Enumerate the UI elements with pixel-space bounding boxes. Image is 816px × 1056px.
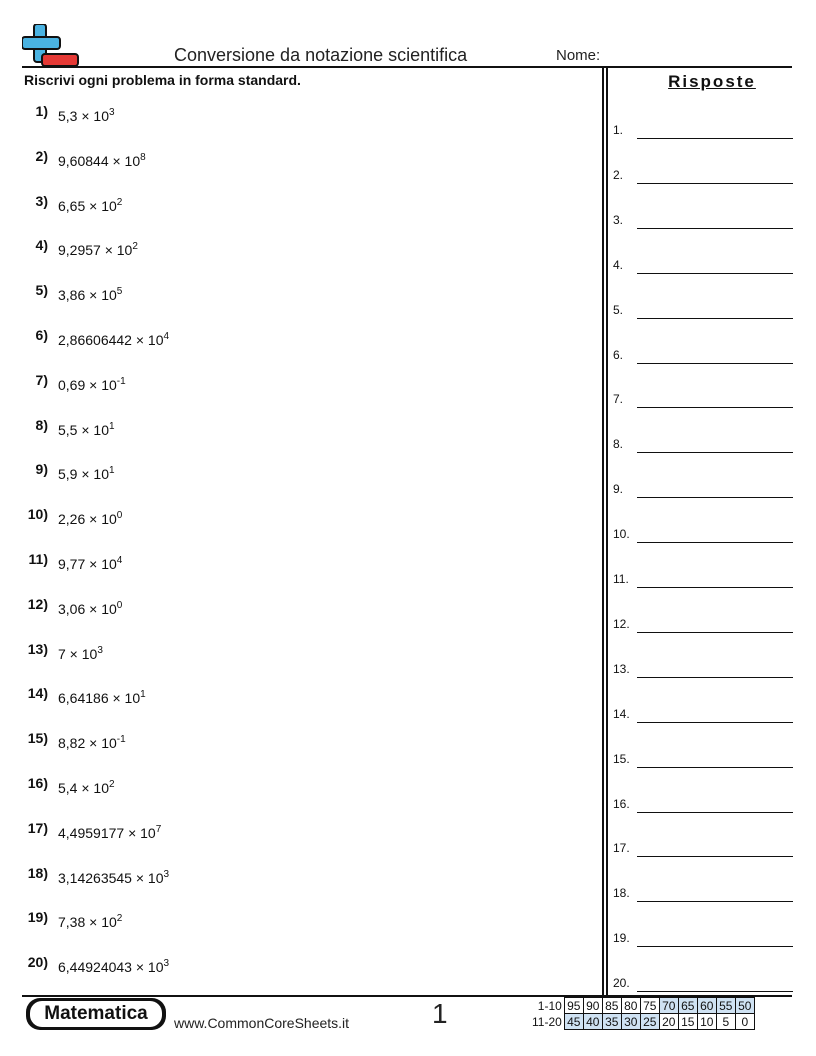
- problem-expression: [58, 197, 122, 214]
- answer-line[interactable]: [637, 991, 793, 992]
- problem-mantissa: 2,26 × 10: [58, 511, 117, 528]
- answer-line[interactable]: [637, 587, 793, 588]
- problem-mantissa: 3,14263545 × 10: [58, 869, 164, 886]
- problem-expression: [58, 600, 122, 617]
- score-cell: 90: [583, 998, 602, 1014]
- problem-mantissa: 7,38 × 10: [58, 914, 117, 931]
- score-row: [530, 998, 754, 1014]
- answers-title: Risposte: [668, 72, 756, 91]
- problem-number: 18): [27, 864, 48, 881]
- answer-number: 11.: [613, 572, 629, 586]
- score-cell: 25: [640, 1014, 659, 1030]
- answer-line[interactable]: [637, 138, 793, 139]
- problem-exponent: 3: [163, 868, 170, 880]
- answer-line[interactable]: [637, 901, 793, 902]
- answer-line[interactable]: [637, 767, 793, 768]
- score-cell: 75: [640, 998, 659, 1014]
- answer-slot[interactable]: [613, 168, 793, 184]
- score-table: [530, 997, 755, 1030]
- problem-mantissa: 5,3 × 10: [58, 108, 109, 124]
- answer-number: 18.: [613, 886, 630, 901]
- answer-line[interactable]: [637, 318, 793, 319]
- score-row-label: 11-20: [532, 1014, 562, 1029]
- score-cell: 95: [564, 998, 583, 1014]
- answer-slot[interactable]: [613, 662, 793, 678]
- answer-slot[interactable]: [613, 392, 793, 408]
- problem-number: 4): [35, 237, 48, 254]
- problem-exponent: 0: [116, 510, 123, 522]
- answer-line[interactable]: [637, 812, 793, 813]
- problem-number: 20): [27, 954, 48, 971]
- score-cell: 10: [697, 1014, 716, 1030]
- answer-number: 12.: [613, 616, 630, 631]
- score-row-label: 1-10: [537, 998, 562, 1013]
- score-cell: 5: [716, 1014, 735, 1030]
- answer-slot[interactable]: [613, 797, 793, 813]
- problem-number: 3): [35, 192, 48, 209]
- score-cell: 70: [659, 998, 678, 1014]
- problem-expression: [58, 331, 169, 348]
- problem-exponent: 3: [163, 958, 170, 970]
- answer-slot[interactable]: [613, 931, 793, 947]
- answer-slot[interactable]: [613, 437, 793, 453]
- score-cell: 0: [735, 1014, 754, 1030]
- answer-slot[interactable]: [613, 348, 793, 364]
- answer-number: 4.: [613, 257, 624, 272]
- site-url: www.CommonCoreSheets.it: [174, 1015, 350, 1031]
- answer-number: 8.: [613, 437, 624, 452]
- answer-number: 1.: [613, 123, 624, 137]
- problem-number: 15): [27, 730, 48, 747]
- problem-mantissa: 0,69 × 10: [58, 376, 117, 393]
- problem-number: 1): [35, 103, 48, 119]
- problem-exponent: 7: [155, 823, 162, 835]
- problem-mantissa: 8,82 × 10: [58, 735, 117, 752]
- problem-exponent: 1: [109, 465, 115, 477]
- problem-exponent: 1: [109, 420, 115, 432]
- answer-number: 3.: [613, 212, 624, 227]
- problem-number: 16): [27, 775, 48, 791]
- answer-line[interactable]: [637, 856, 793, 857]
- score-cell: 45: [564, 1014, 583, 1030]
- answer-number: 13.: [613, 661, 630, 676]
- answer-slot[interactable]: [613, 482, 793, 498]
- problem-number: 17): [27, 819, 48, 836]
- score-cell: 65: [678, 998, 697, 1014]
- problem-expression: [58, 958, 169, 975]
- answer-line[interactable]: [637, 542, 793, 543]
- header-divider: [22, 66, 792, 68]
- page-title: Conversione da notazione scientifica: [174, 45, 468, 65]
- column-divider-right: [606, 68, 608, 996]
- problem-number: 9): [35, 461, 48, 478]
- problem-mantissa: 2,86606442 × 10: [58, 332, 164, 348]
- problem-mantissa: 5,9 × 10: [58, 466, 109, 483]
- problem-exponent: 2: [132, 241, 138, 253]
- answer-slot[interactable]: [613, 841, 793, 857]
- answer-slot[interactable]: [613, 303, 793, 319]
- score-cell: 40: [583, 1014, 602, 1030]
- score-cell: 55: [716, 998, 735, 1014]
- answer-line[interactable]: [637, 677, 793, 678]
- answer-line[interactable]: [637, 946, 793, 947]
- answer-line[interactable]: [637, 722, 793, 723]
- answer-slot[interactable]: [613, 752, 793, 768]
- problem-expression: [58, 510, 122, 527]
- problem-expression: [58, 824, 161, 841]
- answer-number: 15.: [613, 751, 630, 766]
- problem-number: 19): [27, 909, 48, 926]
- problem-number: 5): [35, 282, 48, 299]
- problem-exponent: 5: [116, 286, 123, 298]
- problem-mantissa: 3,86 × 10: [58, 287, 117, 304]
- problem-exponent: 4: [116, 555, 123, 566]
- answer-line[interactable]: [637, 228, 793, 229]
- problem-expression: [58, 152, 146, 169]
- problem-mantissa: 9,77 × 10: [58, 556, 117, 572]
- plus-minus-logo-icon: [22, 24, 80, 68]
- answer-slot[interactable]: [613, 213, 793, 229]
- problem-expression: [58, 241, 138, 258]
- problem-exponent: 2: [116, 913, 123, 925]
- problem-number: 14): [27, 685, 48, 702]
- answer-number: 16.: [613, 796, 630, 811]
- problem-mantissa: 9,60844 × 10: [58, 152, 141, 169]
- score-cell: 35: [602, 1014, 621, 1030]
- problem-exponent: 2: [109, 779, 115, 790]
- instructions: Riscrivi ogni problema in forma standard.: [24, 72, 301, 88]
- problem-number: 12): [27, 595, 48, 612]
- answer-slot[interactable]: [613, 527, 793, 543]
- problem-expression: [58, 913, 122, 930]
- answer-number: 9.: [613, 482, 624, 497]
- brand-label: Matematica: [30, 1001, 162, 1027]
- column-divider-left: [602, 68, 604, 996]
- score-row: [530, 1014, 754, 1030]
- problem-expression: [58, 286, 122, 303]
- problem-mantissa: 4,4959177 × 10: [58, 824, 156, 841]
- problem-expression: [58, 645, 103, 662]
- problem-mantissa: 9,2957 × 10: [58, 242, 133, 259]
- score-cell: 20: [659, 1014, 678, 1030]
- answer-slot[interactable]: [613, 617, 793, 633]
- brand-badge: [26, 998, 166, 1030]
- problem-expression: [58, 555, 122, 572]
- answer-line[interactable]: [637, 407, 793, 408]
- answer-slot[interactable]: [613, 123, 793, 139]
- answer-slot[interactable]: [613, 572, 793, 588]
- problem-expression: [58, 779, 115, 796]
- answer-line[interactable]: [637, 632, 793, 633]
- answer-slot[interactable]: [613, 707, 793, 723]
- answer-number: 7.: [613, 392, 624, 407]
- answer-number: 10.: [613, 527, 630, 542]
- problem-exponent: 0: [116, 599, 123, 611]
- answer-number: 17.: [613, 841, 630, 856]
- problem-expression: [58, 734, 126, 751]
- score-cell: 15: [678, 1014, 697, 1030]
- answer-line[interactable]: [637, 452, 793, 453]
- answer-number: 19.: [613, 931, 630, 946]
- answer-slot[interactable]: [613, 886, 793, 902]
- problem-number: 2): [35, 147, 48, 164]
- score-cell: 60: [697, 998, 716, 1014]
- name-label: Nome:: [556, 47, 601, 64]
- answer-number: 14.: [613, 706, 630, 721]
- score-cell: 30: [621, 1014, 640, 1030]
- problem-number: 11): [28, 551, 48, 567]
- problem-mantissa: 3,06 × 10: [58, 600, 117, 617]
- score-cell: 85: [602, 998, 621, 1014]
- problem-exponent: 3: [97, 644, 103, 656]
- answer-number: 2.: [613, 167, 624, 182]
- problem-mantissa: 6,44924043 × 10: [58, 959, 164, 976]
- problem-exponent: 1: [140, 689, 146, 701]
- score-cell: 80: [621, 998, 640, 1014]
- score-cell: 50: [735, 998, 754, 1014]
- answer-number: 6.: [613, 347, 624, 362]
- answer-slot[interactable]: [613, 976, 793, 992]
- problem-mantissa: 5,5 × 10: [58, 421, 109, 438]
- problem-exponent: 4: [163, 331, 170, 342]
- problem-number: 13): [27, 640, 48, 657]
- answer-number: 20.: [613, 976, 630, 991]
- answer-line[interactable]: [637, 183, 793, 184]
- problem-number: 7): [35, 371, 48, 388]
- problem-exponent: 3: [109, 107, 115, 118]
- problem-exponent: 8: [140, 151, 146, 163]
- problem-mantissa: 5,4 × 10: [58, 780, 109, 796]
- problem-number: 10): [27, 506, 48, 523]
- problem-number: 6): [35, 327, 48, 343]
- problem-expression: [58, 107, 115, 124]
- problem-mantissa: 7 × 10: [58, 645, 98, 662]
- problem-exponent: 2: [116, 196, 123, 208]
- problem-exponent: -1: [116, 375, 126, 387]
- problem-expression: [58, 421, 115, 438]
- problem-expression: [58, 376, 126, 393]
- problem-exponent: -1: [116, 734, 126, 746]
- answer-number: 5.: [613, 302, 624, 317]
- answer-line[interactable]: [637, 497, 793, 498]
- page-number: 1: [432, 998, 448, 1029]
- problem-mantissa: 6,65 × 10: [58, 197, 117, 214]
- answer-line[interactable]: [637, 363, 793, 364]
- answer-slot[interactable]: [613, 258, 793, 274]
- problem-number: 8): [35, 416, 48, 433]
- answer-line[interactable]: [637, 273, 793, 274]
- problem-mantissa: 6,64186 × 10: [58, 690, 141, 707]
- problem-expression: [58, 689, 146, 706]
- problem-expression: [58, 465, 115, 482]
- problem-expression: [58, 869, 169, 886]
